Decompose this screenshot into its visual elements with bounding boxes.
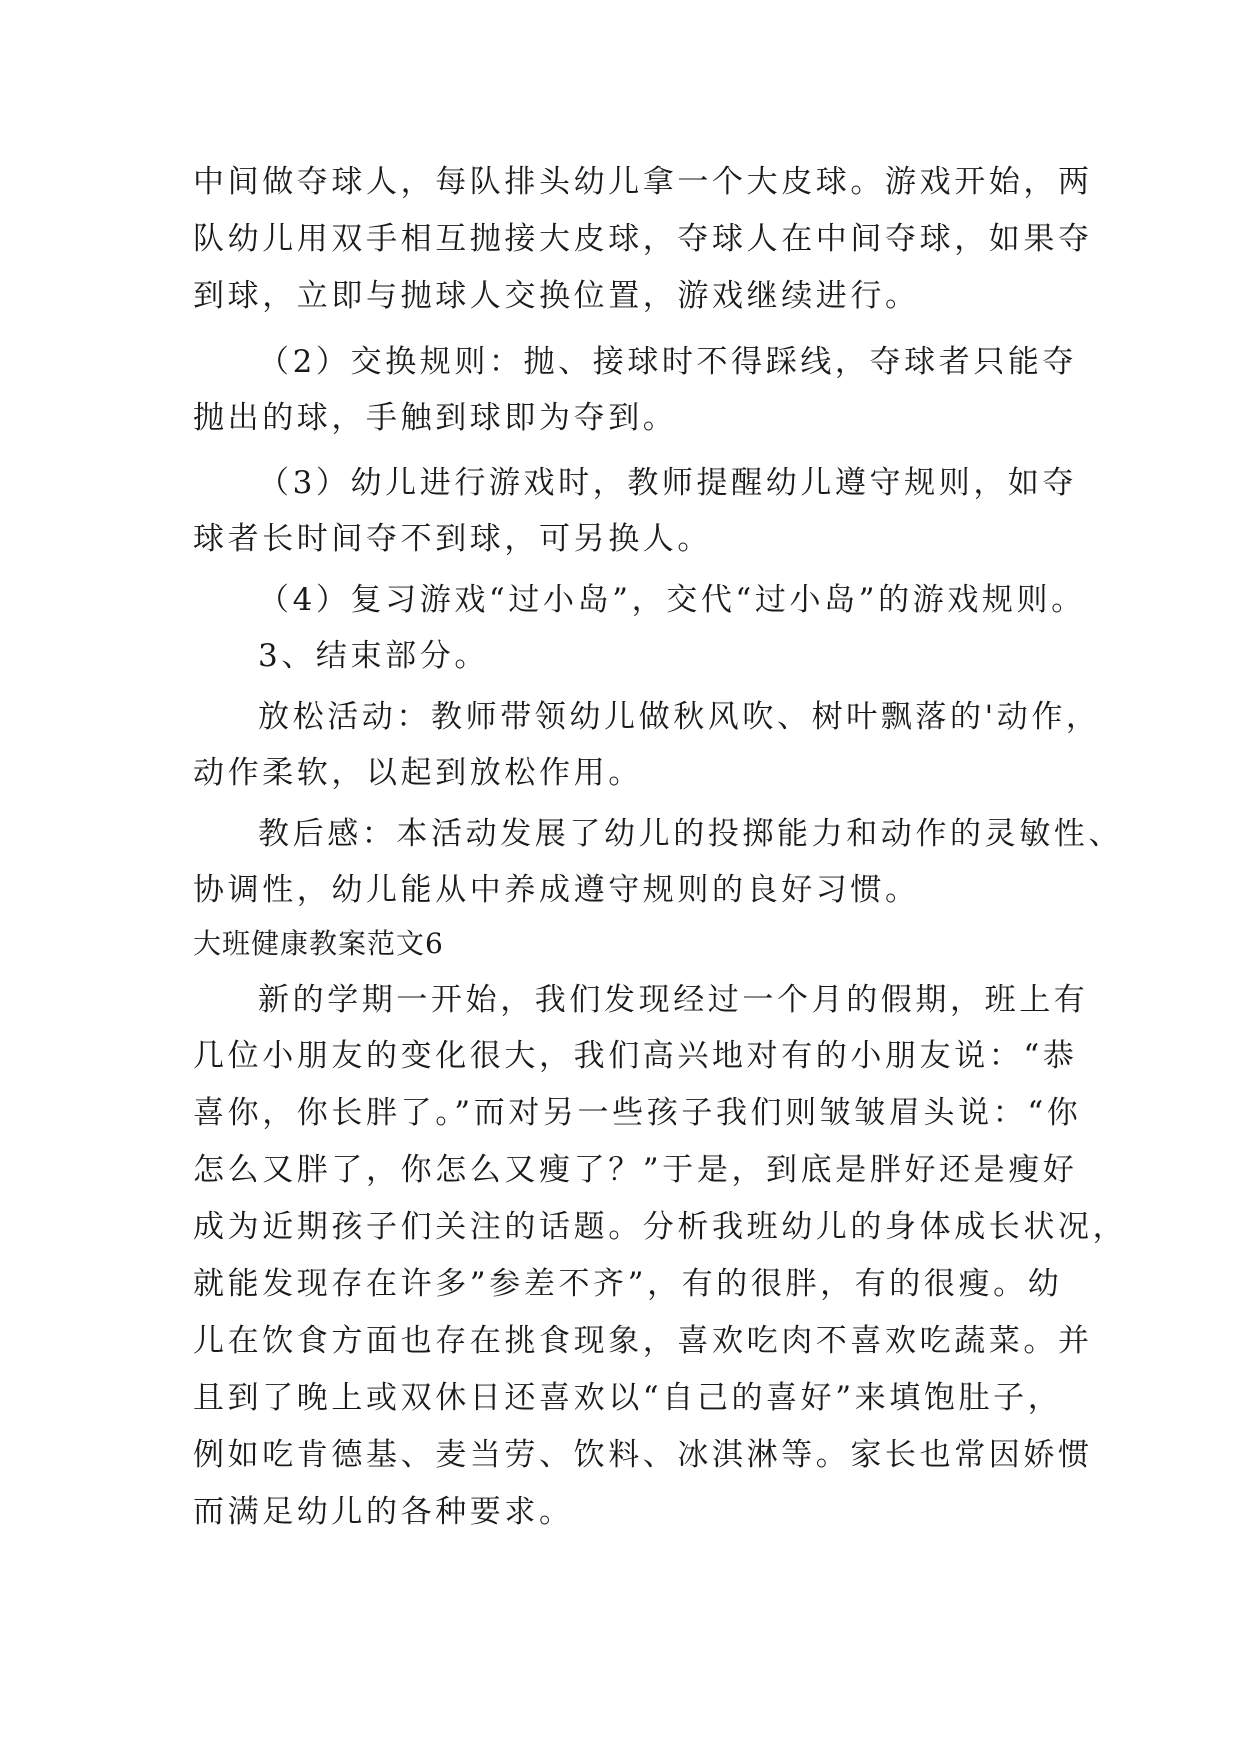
text-line: （2）交换规则：抛、接球时不得踩线，夺球者只能夺 <box>258 344 1078 380</box>
text-line: 队幼儿用双手相互抛接大皮球，夺球人在中间夺球，如果夺 <box>193 221 1093 257</box>
text-line: 教后感：本活动发展了幼儿的投掷能力和动作的灵敏性、 <box>258 816 1123 852</box>
text-line: 到球，立即与抛球人交换位置，游戏继续进行。 <box>193 278 920 314</box>
text-line: 成为近期孩子们关注的话题。分析我班幼儿的身体成长状况， <box>193 1209 1128 1245</box>
text-line: 而满足幼儿的各种要求。 <box>193 1494 574 1530</box>
text-line: 抛出的球，手触到球即为夺到。 <box>193 400 678 436</box>
text-line: 且到了晚上或双休日还喜欢以“自己的喜好”来填饱肚子， <box>193 1380 1063 1416</box>
text-line: 协调性，幼儿能从中养成遵守规则的良好习惯。 <box>193 872 920 908</box>
text-line: 怎么又胖了，你怎么又瘦了？”于是，到底是胖好还是瘦好 <box>193 1152 1078 1188</box>
text-line: 动作柔软，以起到放松作用。 <box>193 755 643 791</box>
text-line: 喜你，你长胖了。”而对另一些孩子我们则皱皱眉头说：“你 <box>193 1095 1082 1131</box>
text-line: （3）幼儿进行游戏时，教师提醒幼儿遵守规则，如夺 <box>258 465 1078 501</box>
text-line: 中间做夺球人，每队排头幼儿拿一个大皮球。游戏开始，两 <box>193 164 1093 200</box>
text-line: 3、结束部分。 <box>258 638 489 674</box>
text-line: 就能发现存在许多”参差不齐”，有的很胖，有的很瘦。幼 <box>193 1266 1063 1302</box>
text-line: 新的学期一开始，我们发现经过一个月的假期，班上有 <box>258 982 1089 1018</box>
text-line: 几位小朋友的变化很大，我们高兴地对有的小朋友说：“恭 <box>193 1038 1078 1074</box>
text-line: 儿在饮食方面也存在挑食现象，喜欢吃肉不喜欢吃蔬菜。并 <box>193 1323 1093 1359</box>
text-line: 球者长时间夺不到球，可另换人。 <box>193 521 712 557</box>
text-line: （4）复习游戏“过小岛”，交代“过小岛”的游戏规则。 <box>258 582 1086 618</box>
text-line: 例如吃肯德基、麦当劳、饮料、冰淇淋等。家长也常因娇惯 <box>193 1437 1093 1473</box>
section-heading: 大班健康教案范文6 <box>193 927 444 960</box>
text-line: 放松活动：教师带领幼儿做秋风吹、树叶飘落的'动作， <box>258 699 1101 735</box>
